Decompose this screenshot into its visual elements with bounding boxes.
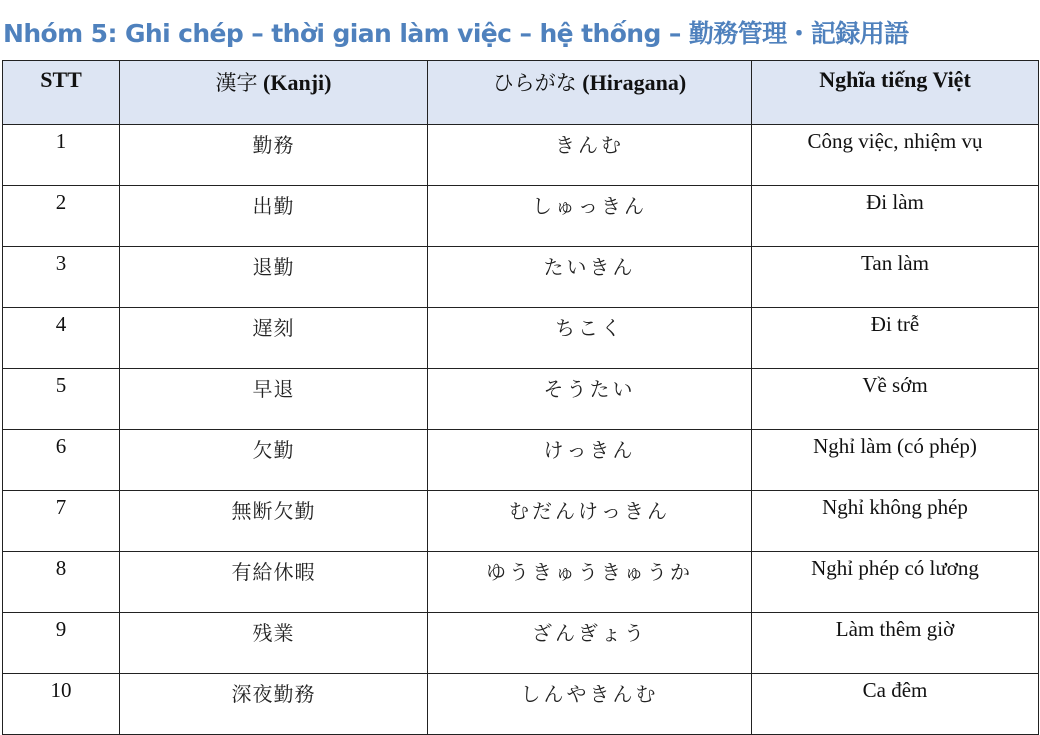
- cell-stt: 8: [3, 552, 120, 613]
- page-title: Nhóm 5: Ghi chép – thời gian làm việc – hệ thống – 勤務管理・記録用語: [3, 19, 909, 48]
- table-row: [3, 613, 1039, 674]
- table-row: [3, 552, 1039, 613]
- cell-kanji: 勤務: [120, 125, 428, 186]
- table-row: [3, 491, 1039, 552]
- cell-stt: 2: [3, 186, 120, 247]
- cell-kanji: 早退: [120, 369, 428, 430]
- cell-kanji: 残業: [120, 613, 428, 674]
- cell-kanji: 出勤: [120, 186, 428, 247]
- cell-meaning: Ca đêm: [752, 674, 1039, 735]
- cell-meaning: Đi trễ: [752, 308, 1039, 369]
- cell-meaning: Đi làm: [752, 186, 1039, 247]
- cell-hiragana: たいきん: [428, 247, 752, 308]
- cell-stt: 6: [3, 430, 120, 491]
- table-row: [3, 247, 1039, 308]
- cell-hiragana: ゆうきゅうきゅうか: [428, 552, 752, 613]
- table-row: [3, 674, 1039, 735]
- table-body: [3, 125, 1039, 735]
- cell-meaning: Làm thêm giờ: [752, 613, 1039, 674]
- cell-kanji: 退勤: [120, 247, 428, 308]
- cell-hiragana: むだんけっきん: [428, 491, 752, 552]
- header-hiragana-en: (Hiragana): [582, 70, 687, 95]
- cell-hiragana: しんやきんむ: [428, 674, 752, 735]
- vocabulary-table: [2, 60, 1039, 735]
- table-row: [3, 430, 1039, 491]
- header-kanji-jp: 漢字: [215, 71, 258, 95]
- header-meaning: Nghĩa tiếng Việt: [752, 61, 1039, 125]
- cell-meaning: Nghỉ phép có lương: [752, 552, 1039, 613]
- table-header: [3, 61, 1039, 125]
- cell-hiragana: けっきん: [428, 430, 752, 491]
- cell-kanji: 有給休暇: [120, 552, 428, 613]
- header-kanji-en: (Kanji): [263, 70, 332, 95]
- cell-stt: 5: [3, 369, 120, 430]
- cell-meaning: Tan làm: [752, 247, 1039, 308]
- cell-meaning: Nghỉ làm (có phép): [752, 430, 1039, 491]
- header-row: [3, 61, 1039, 125]
- header-hiragana: [428, 61, 752, 125]
- cell-kanji: 深夜勤務: [120, 674, 428, 735]
- cell-hiragana: ざんぎょう: [428, 613, 752, 674]
- cell-meaning: Nghỉ không phép: [752, 491, 1039, 552]
- cell-hiragana: きんむ: [428, 125, 752, 186]
- cell-stt: 7: [3, 491, 120, 552]
- table-row: [3, 308, 1039, 369]
- header-stt: STT: [3, 61, 120, 125]
- cell-stt: 4: [3, 308, 120, 369]
- cell-kanji: 無断欠勤: [120, 491, 428, 552]
- cell-stt: 1: [3, 125, 120, 186]
- cell-stt: 3: [3, 247, 120, 308]
- table-row: [3, 369, 1039, 430]
- table-row: [3, 125, 1039, 186]
- header-kanji: [120, 61, 428, 125]
- header-hiragana-jp: ひらがな: [492, 71, 577, 95]
- cell-hiragana: そうたい: [428, 369, 752, 430]
- cell-stt: 10: [3, 674, 120, 735]
- table-row: [3, 186, 1039, 247]
- cell-kanji: 欠勤: [120, 430, 428, 491]
- cell-stt: 9: [3, 613, 120, 674]
- cell-meaning: Công việc, nhiệm vụ: [752, 125, 1039, 186]
- cell-meaning: Về sớm: [752, 369, 1039, 430]
- cell-kanji: 遅刻: [120, 308, 428, 369]
- cell-hiragana: しゅっきん: [428, 186, 752, 247]
- cell-hiragana: ちこく: [428, 308, 752, 369]
